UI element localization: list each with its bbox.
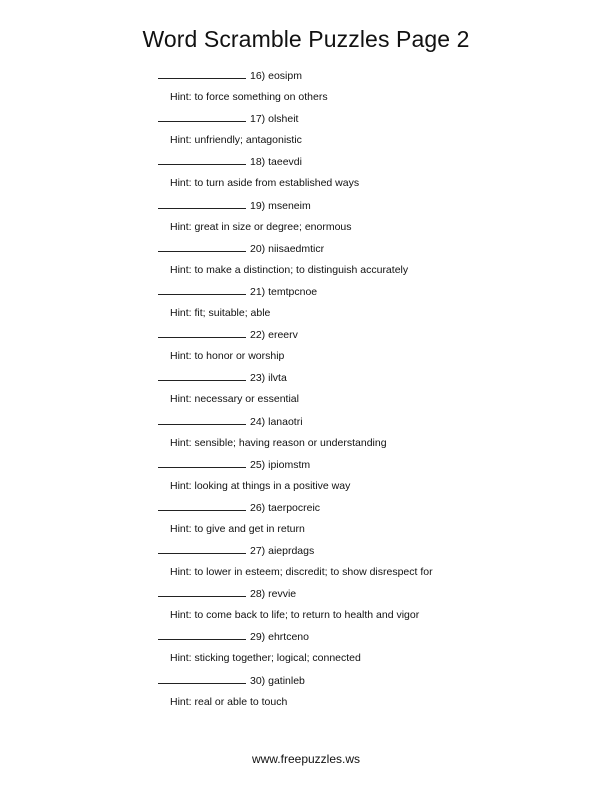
puzzle-item (158, 672, 598, 715)
puzzle-hint: Hint: necessary or essential (170, 393, 299, 406)
puzzle-hint: Hint: to lower in esteem; discredit; to show disrespect for (170, 566, 433, 579)
answer-blank[interactable] (158, 326, 246, 338)
puzzle-number: 30) (250, 674, 266, 687)
puzzle-number: 25) (250, 458, 266, 471)
puzzle-item (158, 585, 598, 628)
scrambled-word: taerpocreic (268, 501, 321, 514)
puzzle-hint: Hint: to give and get in return (170, 522, 305, 535)
answer-blank[interactable] (158, 110, 246, 122)
puzzle-hint: Hint: fit; suitable; able (170, 306, 271, 319)
puzzle-hint: Hint: to turn aside from established ways (170, 177, 360, 190)
answer-blank[interactable] (158, 585, 246, 597)
puzzle-number: 19) (250, 199, 266, 212)
puzzle-line (158, 499, 598, 515)
scrambled-word: ilvta (268, 372, 287, 385)
puzzle-item (158, 326, 598, 369)
puzzle-number: 21) (250, 285, 266, 298)
puzzle-item (158, 67, 598, 110)
puzzle-item (158, 110, 598, 153)
answer-blank[interactable] (158, 542, 246, 554)
scrambled-word: mseneim (268, 199, 311, 212)
puzzle-hint: Hint: to force something on others (170, 91, 328, 103)
puzzle-hint: Hint: great in size or degree; enormous (170, 220, 352, 233)
puzzle-number: 29) (250, 631, 266, 644)
answer-blank[interactable] (158, 499, 246, 511)
puzzle-hint: Hint: to make a distinction; to distinguish accurately (170, 263, 409, 276)
puzzle-number: 24) (250, 415, 266, 428)
puzzle-hint: Hint: unfriendly; antagonistic (170, 134, 302, 147)
puzzle-number: 18) (250, 156, 266, 169)
puzzle-line (158, 585, 598, 601)
puzzle-item (158, 283, 598, 326)
scrambled-word: temtpcnoe (268, 285, 318, 298)
puzzle-list (158, 67, 598, 715)
puzzle-item (158, 413, 598, 456)
scrambled-word: gatinleb (268, 674, 305, 687)
puzzle-line (158, 413, 598, 429)
puzzle-hint: Hint: to honor or worship (170, 350, 285, 363)
puzzle-line (158, 369, 598, 385)
scrambled-word: ereerv (268, 329, 298, 342)
puzzle-hint: Hint: looking at things in a positive way (170, 479, 351, 492)
answer-blank[interactable] (158, 240, 246, 252)
puzzle-hint: Hint: sensible; having reason or understanding (170, 436, 387, 449)
puzzle-number: 22) (250, 329, 266, 342)
answer-blank[interactable] (158, 672, 246, 684)
scrambled-word: olsheit (268, 113, 299, 126)
answer-blank[interactable] (158, 153, 246, 165)
scrambled-word: aieprdags (268, 545, 315, 558)
scrambled-word: revvie (268, 588, 297, 601)
puzzle-item (158, 628, 598, 671)
page-title: Word Scramble Puzzles Page 2 (142, 26, 470, 52)
scrambled-word: lanaotri (268, 415, 303, 428)
puzzle-number: 23) (250, 372, 266, 385)
puzzle-hint: Hint: real or able to touch (170, 695, 288, 708)
puzzle-number: 20) (250, 242, 266, 255)
answer-blank[interactable] (158, 413, 246, 425)
puzzle-line (158, 197, 598, 213)
answer-blank[interactable] (158, 456, 246, 468)
puzzle-line (158, 542, 598, 558)
scrambled-word: taeevdi (268, 156, 302, 169)
puzzle-hint: Hint: to come back to life; to return to health and vigor (170, 609, 420, 622)
scrambled-word: eosipm (268, 70, 302, 82)
puzzle-line (158, 153, 598, 169)
puzzle-hint: Hint: sticking together; logical; connected (170, 652, 361, 665)
puzzle-item (158, 240, 598, 283)
puzzle-line (158, 456, 598, 472)
footer-url: www.freepuzzles.ws (251, 752, 361, 766)
puzzle-item (158, 542, 598, 585)
puzzle-line (158, 628, 598, 644)
puzzle-item (158, 369, 598, 412)
puzzle-item (158, 499, 598, 542)
puzzle-line (158, 283, 598, 299)
puzzle-number: 27) (250, 545, 266, 558)
answer-blank[interactable] (158, 283, 246, 295)
answer-blank[interactable] (158, 197, 246, 209)
answer-blank[interactable] (158, 628, 246, 640)
puzzle-number: 26) (250, 501, 266, 514)
puzzle-item (158, 456, 598, 499)
scrambled-word: niisaedmticr (268, 242, 325, 255)
puzzle-line (158, 240, 598, 256)
answer-blank[interactable] (158, 369, 246, 381)
puzzle-line (158, 326, 598, 342)
answer-blank[interactable] (158, 67, 246, 79)
puzzle-item (158, 197, 598, 240)
puzzle-item (158, 153, 598, 196)
scrambled-word: ehrtceno (268, 631, 309, 644)
puzzle-line (158, 67, 598, 83)
puzzle-number: 16) (250, 70, 266, 82)
puzzle-line (158, 110, 598, 126)
puzzle-number: 17) (250, 113, 266, 126)
puzzle-number: 28) (250, 588, 266, 601)
puzzle-line (158, 672, 598, 688)
scrambled-word: ipiomstm (268, 458, 311, 471)
